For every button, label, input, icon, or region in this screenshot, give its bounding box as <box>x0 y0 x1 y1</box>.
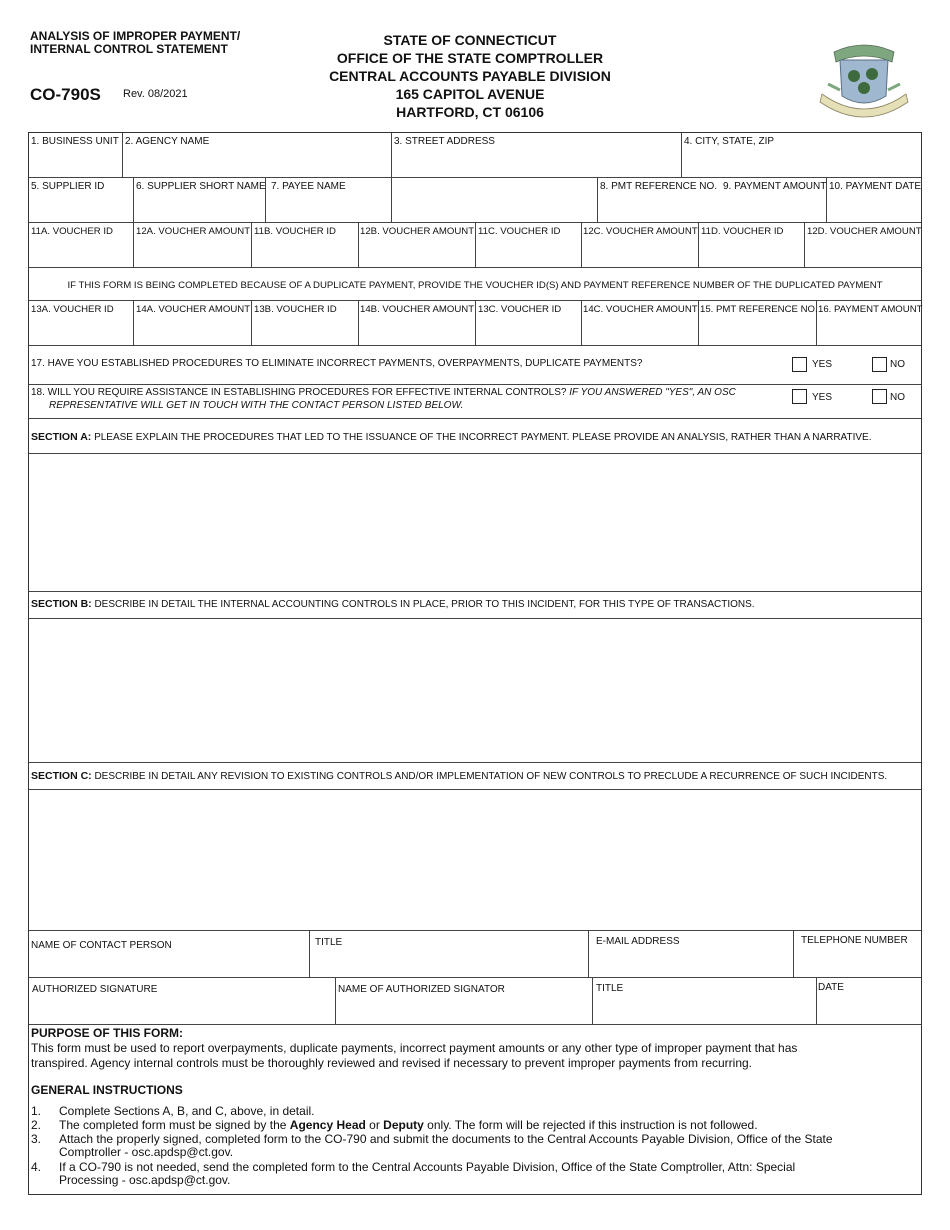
q18-yes-checkbox[interactable] <box>792 389 807 404</box>
instructions-list <box>31 1105 911 1189</box>
payee-name-field[interactable]: 7. PAYEE NAME <box>271 181 346 192</box>
section-a-heading <box>31 431 872 443</box>
duplicate-payment-note: IF THIS FORM IS BEING COMPLETED BECAUSE OF A DUPLICATE PAYMENT, PROVIDE THE VOUCHER ID(S) AND PAYMENT REFERENCE NUMBER OF THE DUPLICATED PAYMENT <box>67 280 883 291</box>
section-a-textarea[interactable] <box>29 454 921 591</box>
purpose-line1: This form must be used to report overpayments, duplicate payments, incorrect payment amounts or any other type of improper payment that has <box>31 1041 798 1055</box>
voucher-id-11d-field[interactable]: 11D. VOUCHER ID <box>701 226 784 237</box>
section-a-text: PLEASE EXPLAIN THE PROCEDURES THAT LED TO THE ISSUANCE OF THE INCORRECT PAYMENT. PLEASE PROVIDE AN ANALYSIS, RATHER THAN A NARRATIVE. <box>94 432 872 443</box>
q17-no-label: NO <box>890 359 905 370</box>
authorized-signature-field[interactable]: AUTHORIZED SIGNATURE <box>32 984 158 995</box>
q17-yes-checkbox[interactable] <box>792 357 807 372</box>
section-b-text: DESCRIBE IN DETAIL THE INTERNAL ACCOUNTING CONTROLS IN PLACE, PRIOR TO THIS INCIDENT, FOR THIS TYPE OF TRANSACTIONS. <box>94 599 755 610</box>
q17-yes-label: YES <box>812 359 833 370</box>
supplier-short-name-field[interactable]: 6. SUPPLIER SHORT NAME <box>136 181 266 192</box>
voucher-amount-12b-field[interactable]: 12B. VOUCHER AMOUNT <box>360 226 475 237</box>
q18-yes-label: YES <box>812 392 833 403</box>
q18-no-checkbox[interactable] <box>872 389 887 404</box>
signator-title-field[interactable]: TITLE <box>596 983 624 994</box>
instructions-heading-text: GENERAL INSTRUCTIONS <box>31 1083 183 1097</box>
voucher-id-13c-field[interactable]: 13C. VOUCHER ID <box>478 304 562 315</box>
voucher-id-11a-field[interactable]: 11A. VOUCHER ID <box>31 226 113 237</box>
agency-header-line5: HARTFORD, CT 06106 <box>396 104 544 120</box>
contact-name-field[interactable]: NAME OF CONTACT PERSON <box>31 940 172 951</box>
voucher-id-11c-field[interactable]: 11C. VOUCHER ID <box>478 226 561 237</box>
contact-title-field[interactable]: TITLE <box>315 937 343 948</box>
agency-header-line3: CENTRAL ACCOUNTS PAYABLE DIVISION <box>329 68 611 84</box>
instruction-item: 4. If a CO-790 is not needed, send the completed form to the Central Accounts Payable Division, Office of the State Comptroller, Attn: Special Processing - osc.apdsp@ct.gov. <box>31 1160 796 1187</box>
signature-date-field[interactable]: DATE <box>818 982 844 993</box>
voucher-id-13a-field[interactable]: 13A. VOUCHER ID <box>31 304 114 315</box>
section-a-label: SECTION A: <box>31 431 92 443</box>
pmt-reference-field[interactable]: 8. PMT REFERENCE NO. <box>600 181 718 192</box>
voucher-id-13b-field[interactable]: 13B. VOUCHER ID <box>254 304 337 315</box>
business-unit-field[interactable]: 1. BUSINESS UNIT <box>31 136 119 147</box>
voucher-amount-14c-field[interactable]: 14C. VOUCHER AMOUNT <box>583 304 698 315</box>
city-state-zip-field[interactable]: 4. CITY, STATE, ZIP <box>684 136 775 147</box>
supplier-id-field[interactable]: 5. SUPPLIER ID <box>31 181 105 192</box>
payment-amount-field[interactable]: 9. PAYMENT AMOUNT <box>723 181 827 192</box>
section-b-label: SECTION B: <box>31 598 92 610</box>
instruction-item: 2. The completed form must be signed by the Agency Head or Deputy only. The form will be rejected if this instruction is not followed. <box>31 1118 758 1132</box>
pmt-reference-15-field[interactable]: 15. PMT REFERENCE NO. <box>700 304 818 315</box>
state-seal-icon <box>814 40 914 124</box>
section-c-textarea[interactable] <box>29 790 921 930</box>
question-17: 17. HAVE YOU ESTABLISHED PROCEDURES TO ELIMINATE INCORRECT PAYMENTS, OVERPAYMENTS, DUPLICATE PAYMENTS? <box>31 358 643 369</box>
voucher-amount-14b-field[interactable]: 14B. VOUCHER AMOUNT <box>360 304 475 315</box>
agency-header-line2: OFFICE OF THE STATE COMPTROLLER <box>336 50 604 66</box>
voucher-amount-14a-field[interactable]: 14A. VOUCHER AMOUNT <box>136 304 251 315</box>
instruction-item: 3. Attach the properly signed, completed form to the CO-790 and submit the documents to the Central Accounts Payable Division, Office of the State Comptroller - osc.apdsp@ct.gov. <box>31 1132 833 1159</box>
question-18 <box>31 387 736 399</box>
q18-no-label: NO <box>890 392 905 403</box>
form-body <box>28 132 922 1195</box>
voucher-amount-12d-field[interactable]: 12D. VOUCHER AMOUNT <box>807 226 922 237</box>
voucher-amount-12c-field[interactable]: 12C. VOUCHER AMOUNT <box>583 226 698 237</box>
section-b-heading <box>31 598 755 610</box>
purpose-block <box>31 1026 911 1071</box>
form-number: CO-790S <box>30 85 101 104</box>
question-18-note: IF YOU ANSWERED "YES", AN OSC <box>569 387 736 398</box>
agency-name-field[interactable]: 2. AGENCY NAME <box>125 136 210 147</box>
section-c-label: SECTION C: <box>31 770 92 782</box>
question-18-note-line2: REPRESENTATIVE WILL GET IN TOUCH WITH THE CONTACT PERSON LISTED BELOW. <box>49 400 464 411</box>
payment-date-field[interactable]: 10. PAYMENT DATE <box>829 181 922 192</box>
form-subject-line1: ANALYSIS OF IMPROPER PAYMENT/ <box>30 29 241 43</box>
contact-email-field[interactable]: E-MAIL ADDRESS <box>596 936 680 947</box>
q17-no-checkbox[interactable] <box>872 357 887 372</box>
agency-header-line1: STATE OF CONNECTICUT <box>383 32 557 48</box>
form-subject <box>30 30 240 56</box>
payment-amount-16-field[interactable]: 16. PAYMENT AMOUNT <box>818 304 923 315</box>
voucher-amount-12a-field[interactable]: 12A. VOUCHER AMOUNT <box>136 226 251 237</box>
instructions-heading <box>31 1083 911 1098</box>
instruction-item: 1. Complete Sections A, B, and C, above, in detail. <box>31 1104 315 1118</box>
form-subject-line2: INTERNAL CONTROL STATEMENT <box>30 42 228 56</box>
contact-phone-field[interactable]: TELEPHONE NUMBER <box>801 935 908 946</box>
signator-name-field[interactable]: NAME OF AUTHORIZED SIGNATOR <box>338 984 505 995</box>
section-b-textarea[interactable] <box>29 619 921 762</box>
agency-header <box>260 31 680 121</box>
agency-header-line4: 165 CAPITOL AVENUE <box>395 86 545 102</box>
street-address-field[interactable]: 3. STREET ADDRESS <box>394 136 495 147</box>
section-c-heading <box>31 770 887 782</box>
section-c-text: DESCRIBE IN DETAIL ANY REVISION TO EXISTING CONTROLS AND/OR IMPLEMENTATION OF NEW CONTROLS TO PRECLUDE A RECURRENCE OF SUCH INCIDENTS. <box>94 771 888 782</box>
question-18-text: 18. WILL YOU REQUIRE ASSISTANCE IN ESTABLISHING PROCEDURES FOR EFFECTIVE INTERNAL CONTROLS? <box>31 387 567 398</box>
purpose-line2: transpired. Agency internal controls must be thoroughly reviewed and revised if necessary to prevent improper payments from recurring. <box>31 1056 753 1070</box>
voucher-id-11b-field[interactable]: 11B. VOUCHER ID <box>254 226 336 237</box>
form-revision: Rev. 08/2021 <box>123 88 188 100</box>
purpose-heading: PURPOSE OF THIS FORM: <box>31 1026 184 1040</box>
